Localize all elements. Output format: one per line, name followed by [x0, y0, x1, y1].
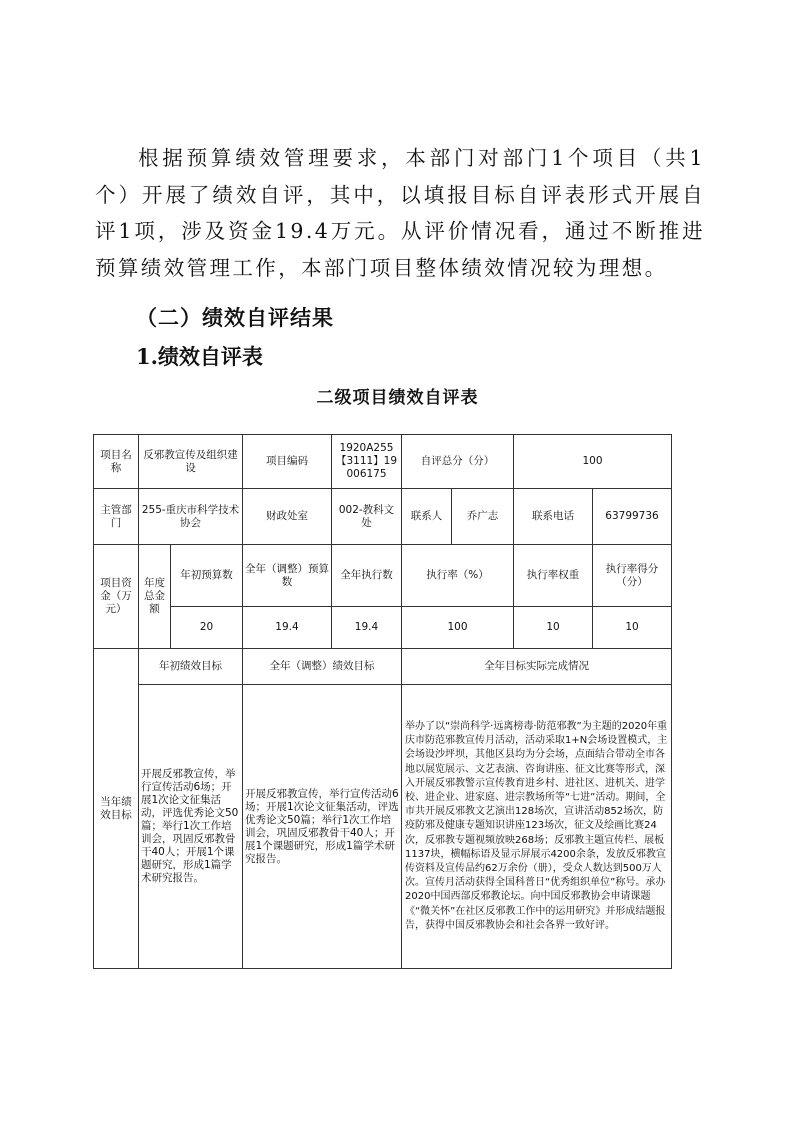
dept-label: 主管部门: [94, 489, 139, 545]
col-exec-rate: 执行率（%）: [402, 545, 514, 607]
col-rate-weight: 执行率权重: [514, 545, 593, 607]
contact-label: 联系人: [402, 489, 452, 545]
phone: 63799736: [593, 489, 672, 545]
col-rate-score: 执行率得分（分）: [593, 545, 672, 607]
contact: 乔广志: [452, 489, 514, 545]
table-row: [94, 489, 672, 545]
dept: 255-重庆市科学技术协会: [139, 489, 243, 545]
table-row: [94, 649, 672, 685]
finance: 002-教科文处: [332, 489, 402, 545]
table-row: [94, 685, 672, 969]
finance-label: 财政处室: [243, 489, 332, 545]
project-code-label: 项目编码: [243, 435, 332, 489]
project-code: 1920A255【3111】19006175: [332, 435, 402, 489]
table-row: [94, 545, 672, 607]
project-name-label: 项目名称: [94, 435, 139, 489]
goal-col-initial: 年初绩效目标: [139, 649, 243, 685]
subsection-heading: 1.绩效自评表: [136, 344, 263, 369]
goal-label: 当年绩效目标: [94, 649, 139, 969]
self-score: 100: [514, 435, 672, 489]
funds-label: 项目资金（万元）: [94, 545, 139, 649]
table-title: 二级项目绩效自评表: [316, 388, 479, 408]
val-initial-budget: 20: [171, 607, 243, 649]
table-row: [94, 435, 672, 489]
intro-paragraph: 根据预算绩效管理要求，本部门对部门1个项目（共1个）开展了绩效自评，其中，以填报目标自评表形式开展自评1项，涉及资金19.4万元。从评价情况看，通过不断推进预算绩效管理工作，本部门项目整体绩效情况较为理想。: [95, 146, 705, 280]
col-adjusted-budget: 全年（调整）预算数: [243, 545, 332, 607]
val-rate-score: 10: [593, 607, 672, 649]
col-executed: 全年执行数: [332, 545, 402, 607]
section-heading: （二）绩效自评结果: [136, 305, 334, 330]
val-exec-rate: 100: [402, 607, 514, 649]
col-initial-budget: 年初预算数: [171, 545, 243, 607]
goal-col-adjusted: 全年（调整）绩效目标: [243, 649, 402, 685]
goal-adjusted-text: 开展反邪教宣传，举行宣传活动6场；开展1次论文征集活动，评选优秀论文50篇；举行1次工作培训会，巩固反邪教骨干40人；开展1个课题研究，形成1篇学术研究报告。: [243, 685, 402, 969]
val-executed: 19.4: [332, 607, 402, 649]
table-row: [94, 607, 672, 649]
val-adjusted-budget: 19.4: [243, 607, 332, 649]
goal-actual-text: 举办了以“崇尚科学·远离榜毒·防范邪教”为主题的2020年重庆市防范邪教宣传月活动，活动采取1+N会场设置模式，主会场设沙坪坝，其他区县均为分会场，点面结合带动全市各地以展览展示、文艺表演、咨询讲座、征文比赛等形式，深入开展反邪教警示宣传教育进乡村、进社区、进机关、进学校、进企业、进家庭、进宗教场所等“七进”活动。期间，全市共开展反邪教文艺演出128场次，宣讲活动852场次，防疫防邪及健康专题知识讲座123场次，征文及绘画比赛24次，反邪教专题视频放映268场；反邪教主题宣传栏、展板1137块，横幅标语及显示屏展示4200余条，发放反邪教宣传资料及宣传品约62万余份（册），受众人数达到500万人次。宣传月活动获得全国科普日“优秀组织单位”称号。承办2020中国西部反邪教论坛。向中国反邪教协会申请课题《“微关怀”在社区反邪教工作中的运用研究》并形成结题报告，获得中国反邪教协会和社会各界一致好评。: [402, 685, 672, 969]
phone-label: 联系电话: [514, 489, 593, 545]
goal-col-actual: 全年目标实际完成情况: [402, 649, 672, 685]
annual-label: 年度总金额: [139, 545, 171, 649]
val-rate-weight: 10: [514, 607, 593, 649]
project-name: 反邪教宣传及组织建设: [139, 435, 243, 489]
self-score-label: 自评总分（分）: [402, 435, 514, 489]
performance-table: [93, 434, 672, 969]
goal-initial-text: 开展反邪教宣传，举行宣传活动6场；开展1次论文征集活动，评选优秀论文50篇；举行1次工作培训会，巩固反邪教骨干40人；开展1个课题研究，形成1篇学术研究报告。: [139, 685, 243, 969]
